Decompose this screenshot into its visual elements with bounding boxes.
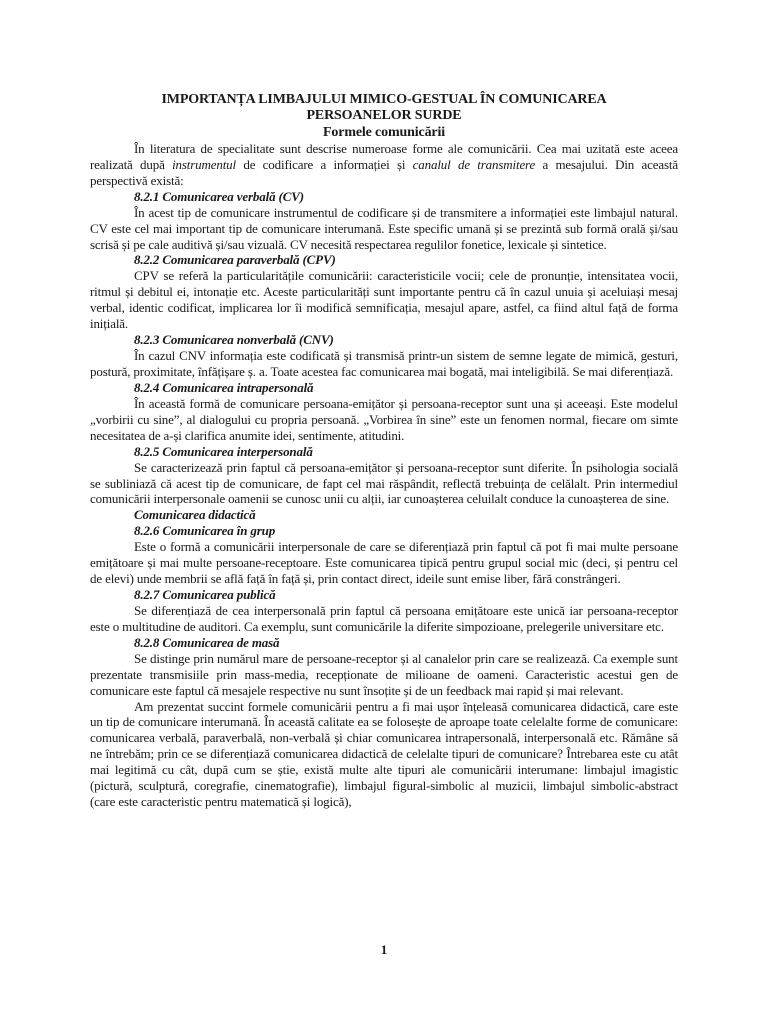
section-heading-verbal: 8.2.1 Comunicarea verbală (CV) [134,188,304,204]
intro-text-2: de codificare a informației și [236,156,413,172]
section-text-verbal: În acest tip de comunicare instrumentul de codificare și de transmitere a informației este limbajul natural. CV este cel mai important tip de comunicare interumană. Este specific umană și se prezintă sub formă orală și/sau scrisă și pe cale auditivă și/sau vizuală. CV necesită respectarea regulilor fonetice, lexicale și sintetice. [90,204,678,252]
intro-text-3: a mesajului. Din această perspectivă există: [90,156,678,188]
section-text-mass: Se distinge prin numărul mare de persoane-receptor și al canalelor prin care se realizează. Ca exemple sunt prezentate transmisiile prin mass-media, recepționate de milioane de oameni. Caracteristic acestui gen de comunicare este faptul că mesajele respective nu sunt însoțite și de un feedback mai rapid și mai relevant. [90,650,678,698]
section-text-group: Este o formă a comunicării interpersonale de care se diferențiază prin faptul că pot fi mai multe persoane emițătoare și mai multe persoane-receptoare. Este comunicarea tipică pentru grupul social mic (deci, și pentru cel de elevi) unde membrii se află față în față și, prin contact direct, ideile sunt emise liber, fără constrângeri. [90,539,678,587]
section-heading-didactic: Comunicarea didactică [134,507,256,523]
closing-paragraph: Am prezentat succint formele comunicării pentru a fi mai ușor înțeleasă comunicarea didactică, care este un tip de comunicare interumană. În această calitate ea se folosește de aproape toate celelalte forme de comunicare: comunicarea verbală, paraverbală, non-verbală și chiar comunicarea intrapersonală, interpersonală etc. Rămâne să ne întrebăm; prin ce se diferențiază comunicarea didactică de celelalte tipuri de comunicare? Întrebarea este cu atât mai legitimă cu cât, după cum se știe, există multe alte tipuri ale comunicării interumane: limbajul imagistic (pictură, sculptură, coregrafie, cinematografie), limbajul figural-simbolic al muzicii, limbajul simbolic-abstract (care este caracteristic pentru matematică și logică), [90,698,678,809]
section-heading-group: 8.2.6 Comunicarea în grup [134,523,276,539]
document-subtitle: Formele comunicării [323,125,445,140]
section-text-nonverbal: În cazul CNV informația este codificată și transmisă printr-un sistem de semne legate de mimică, gesturi, postură, proximitate, înfățișare ș. a. Toate acestea fac comunicarea mai bogată, mai inteligibilă. Se mai diferențiază. [90,348,678,379]
intro-emphasis-instrument: instrumentul [172,156,236,172]
page-number: 1 [380,942,388,957]
section-text-intrapersonal: În această formă de comunicare persoana-emițător și persoana-receptor sunt una și aceeași. Este modelul „vorbirii cu sine”, al dialogului cu propria persoană. „Vorbirea în sine” este un fenomen normal, fiecare om simte necesitatea de a-și clarifica anumite idei, sentimente, atitudini. [90,395,678,443]
intro-emphasis-canal: canalul de transmitere [412,156,536,172]
section-heading-mass: 8.2.8 Comunicarea de masă [134,634,280,650]
section-heading-interpersonal: 8.2.5 Comunicarea interpersonală [134,443,313,459]
section-heading-paraverbal: 8.2.2 Comunicarea paraverbală (CPV) [134,252,336,268]
section-text-paraverbal: CPV se referă la particularitățile comunicării: caracteristicile vocii; cele de pronunție, intensitatea vocii, ritmul și debitul ei, intonație etc. Aceste particularități sunt importante pentru că în cazul unuia și aceluiași mesaj verbal, identic codificat, implicarea lor îi modifică semnificația, mesajul apare, astfel, ca fiind altul față de forma inițială. [90,268,678,332]
title-line-1: IMPORTANȚA LIMBAJULUI MIMICO-GESTUAL ÎN COMUNICAREA [161,92,607,107]
intro-text-1: În literatura de specialitate sunt descrise numeroase forme ale comunicării. Cea mai uzitată este aceea realizată după [90,141,678,172]
section-text-interpersonal: Se caracterizează prin faptul că persoana-emițător și persoana-receptor sunt diferite. În psihologia socială se subliniază că acest tip de comunicare, de fapt cel mai răspândit, reflectă trebuința de celălalt. Prin intermediul comunicării interpersonale oamenii se cunosc unii cu alții, iar cunoașterea celuilalt conduce la cunoașterea de sine. [90,459,678,507]
section-heading-nonverbal: 8.2.3 Comunicarea nonverbală (CNV) [134,332,334,348]
document-title [90,92,678,124]
section-heading-public: 8.2.7 Comunicarea publică [134,587,276,603]
title-line-2: PERSOANELOR SURDE [306,108,462,123]
intro-paragraph [90,141,678,189]
section-heading-intrapersonal: 8.2.4 Comunicarea intrapersonală [134,379,314,395]
section-text-public: Se diferențiază de cea interpersonală prin faptul că persoana emițătoare este unică iar persoana-receptor este o multitudine de auditori. Ca exemplu, sunt comunicările la diferite simpozioane, prelegerile universitare etc. [90,603,678,634]
document-body [90,92,678,810]
